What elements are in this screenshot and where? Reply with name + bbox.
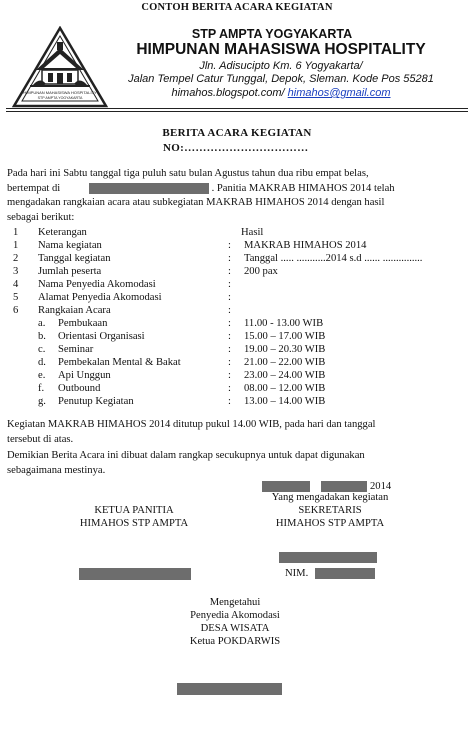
table-row: 5 Alamat Penyedia Akomodasi : bbox=[13, 292, 231, 303]
intro-line-2: bertempat di . Panitia MAKRAB HIMAHOS 2014 telah bbox=[7, 182, 395, 194]
blog-link[interactable]: himahos.blogspot.com/ bbox=[171, 87, 285, 99]
letterhead-rule-bottom bbox=[6, 111, 468, 112]
letterhead-school: STP AMPTA YOGYAKARTA bbox=[191, 27, 353, 41]
list-item: a. Pembukaan : 11.00 - 13.00 WIB bbox=[38, 318, 324, 329]
letterhead-address-2: Jalan Tempel Catur Tunggal, Depok, Sleman. Kode Pos 55281 bbox=[128, 73, 434, 85]
closing-paragraph: Kegiatan MAKRAB HIMAHOS 2014 ditutup pukul 14.00 WIB, pada hari dan tanggal tersebut di atas. bbox=[7, 419, 376, 445]
list-item: e. Api Unggun : 23.00 – 24.00 WIB bbox=[38, 370, 326, 381]
intro-line-3: mengadakan rangkaian acara atau subkegiatan MAKRAB HIMAHOS 2014 dengan hasil bbox=[7, 197, 385, 209]
letterhead-contact bbox=[118, 87, 444, 99]
nim-line: NIM. bbox=[285, 567, 375, 580]
closing-statement: Demikian Berita Acara ini dibuat dalam rangkap secukupnya untuk dapat digunakan sebagaimana mestinya. bbox=[7, 450, 365, 476]
report-title: BERITA ACARA KEGIATAN bbox=[162, 127, 312, 139]
list-item: b. Orientasi Organisasi : 15.00 – 17.00 WIB bbox=[38, 331, 326, 342]
list-item: f. Outbound : 08.00 – 12.00 WIB bbox=[38, 383, 326, 394]
redacted-name-right bbox=[279, 552, 377, 563]
email-link[interactable]: himahos@gmail.com bbox=[287, 87, 391, 99]
center-signature-role: Mengetahui Penyedia Akomodasi DESA WISATA Ketua POKDARWIS bbox=[189, 597, 281, 647]
table-row: 2 Tanggal kegiatan : Tanggal ..... ...........2014 s.d ...... ............... bbox=[13, 253, 423, 264]
table-row: 3 Jumlah peserta : 200 pax bbox=[13, 266, 278, 277]
table-row: 6 Rangkaian Acara : bbox=[13, 305, 231, 316]
list-item: d. Pembekalan Mental & Bakat : 21.00 – 22.00 WIB bbox=[38, 357, 326, 368]
table-header: 1 Keterangan Hasil bbox=[13, 227, 264, 238]
signature-date: 2014 bbox=[262, 480, 391, 493]
intro-line-4: sebagai berikut: bbox=[7, 211, 75, 223]
redacted-name-left bbox=[79, 568, 191, 580]
document-number: NO:…………………………… bbox=[163, 142, 309, 154]
svg-text:STP AMPTA YOGYAKARTA: STP AMPTA YOGYAKARTA bbox=[37, 96, 83, 100]
table-row: 1 Nama kegiatan : MAKRAB HIMAHOS 2014 bbox=[13, 240, 367, 251]
list-item: c. Seminar : 19.00 – 20.30 WIB bbox=[38, 344, 326, 355]
list-item: g. Penutup Kegiatan : 13.00 – 14.00 WIB bbox=[38, 396, 326, 407]
intro-line-1: Pada hari ini Sabtu tanggal tiga puluh satu bulan Agustus tahun dua ribu empat belas, bbox=[7, 168, 369, 179]
left-signature-role: KETUA PANITIA HIMAHOS STP AMPTA bbox=[79, 505, 189, 529]
redacted-nim bbox=[315, 568, 375, 579]
redacted-location bbox=[89, 183, 209, 194]
document-title: CONTOH BERITA ACARA KEGIATAN bbox=[141, 2, 333, 13]
letterhead-org-name: HIMPUNAN MAHASISWA HOSPITALITY bbox=[136, 41, 426, 58]
table-row: 4 Nama Penyedia Akomodasi : bbox=[13, 279, 231, 290]
intro-paragraph bbox=[7, 167, 460, 225]
letterhead-rule-top bbox=[6, 108, 468, 109]
svg-text:HIMPUNAN MAHASISWA HOSPITALITY: HIMPUNAN MAHASISWA HOSPITALITY bbox=[23, 90, 97, 95]
right-signature-role: Yang mengadakan kegiatan SEKRETARIS HIMAHOS STP AMPTA bbox=[271, 492, 389, 529]
hospitality-logo-icon bbox=[10, 26, 110, 110]
redacted-name-center bbox=[177, 683, 282, 695]
letterhead-address-1: Jln. Adisucipto Km. 6 Yogyakarta/ bbox=[199, 60, 363, 72]
